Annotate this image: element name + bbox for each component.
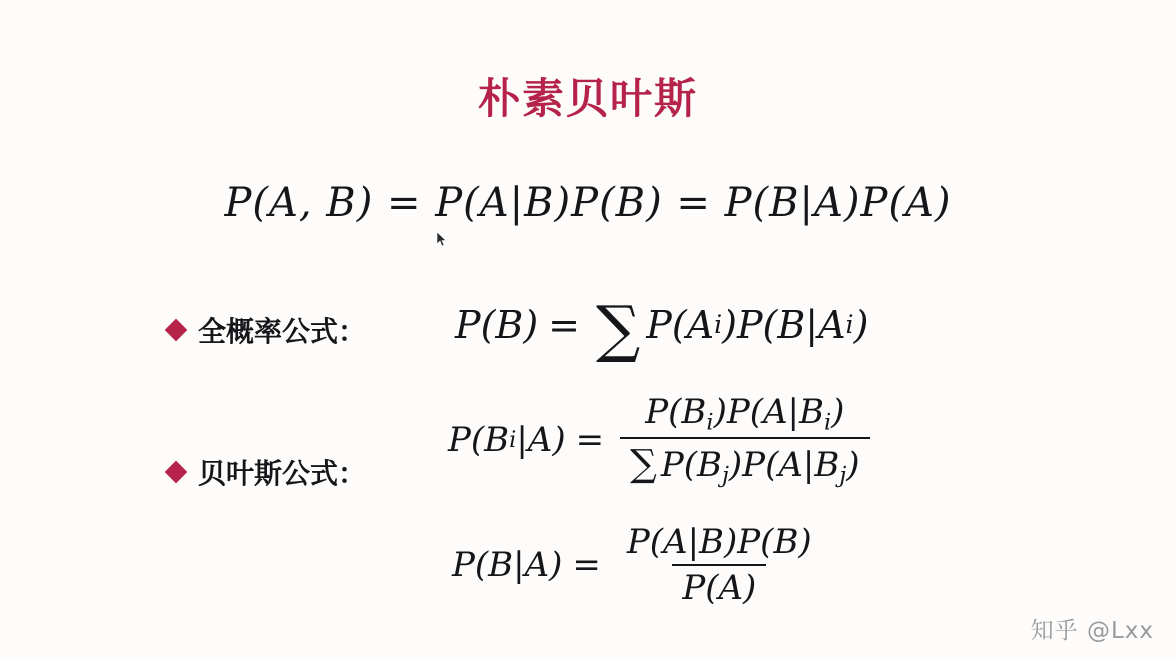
bayes-indexed-lhs: P(B [448,420,510,461]
bullet-label-bayes-formula: 贝叶斯公式： [198,457,367,490]
diamond-bullet-icon [165,319,188,342]
num-part-3: ) [831,392,845,432]
total-equals: = [548,302,580,347]
total-rhs-sub-2: i [845,310,854,340]
summation-inline-icon: ∑ [630,441,657,486]
num-sub-2: i [823,409,832,436]
num-part-1: P(B [645,392,707,432]
bullet-label-total-probability: 全概率公式： [198,315,367,348]
joint-equals-1: = [387,180,422,226]
watermark-text: 知乎 @Lxx [1030,618,1154,644]
mouse-cursor-icon [437,232,447,247]
bayes-simple-denominator: P(A) [672,564,766,608]
total-rhs-sub-1: i [714,310,723,340]
num-sub-1: i [706,409,714,436]
bayes-indexed-lhs-sub: i [509,427,517,454]
bayes-indexed-numerator [635,392,854,437]
num-part-2: )P(A|B [713,392,824,432]
equation-bayes-indexed [448,392,876,489]
joint-rhs: P(B|A)P(A) [724,180,952,226]
bayes-simple-fraction [617,522,822,608]
bayes-indexed-equals: = [575,420,605,461]
den-sub-1: j [721,462,729,489]
joint-equals-2: = [676,180,711,226]
diamond-bullet-icon [165,461,188,484]
equation-total-probability [455,292,869,365]
den-part-3: ) [846,445,860,486]
total-rhs-end: ) [853,302,869,347]
bayes-simple-lhs: P(B|A) [452,545,563,585]
joint-lhs: P(A, B) [224,180,374,226]
den-sub-2: j [839,462,847,489]
total-rhs-1: P(A [646,302,715,347]
den-part-1: P(B [660,445,722,486]
bayes-indexed-lhs-end: |A) [516,420,566,461]
page-title: 朴素贝叶斯 [477,74,698,123]
equation-joint-probability [0,180,1176,226]
joint-middle: P(A|B)P(B) [435,180,663,226]
bullet-bayes-formula [168,452,366,492]
total-lhs: P(B) [455,302,539,347]
bayes-simple-equals: = [572,545,601,585]
total-rhs-mid: )P(B|A [722,302,846,347]
bayes-indexed-fraction [620,392,869,489]
bullet-total-probability [168,310,366,350]
bayes-indexed-denominator [620,437,869,488]
equation-bayes-simple [452,522,828,608]
summation-icon: ∑ [596,292,641,365]
bayes-simple-numerator: P(A|B)P(B) [626,522,812,562]
den-part-2: )P(A|B [728,445,840,486]
